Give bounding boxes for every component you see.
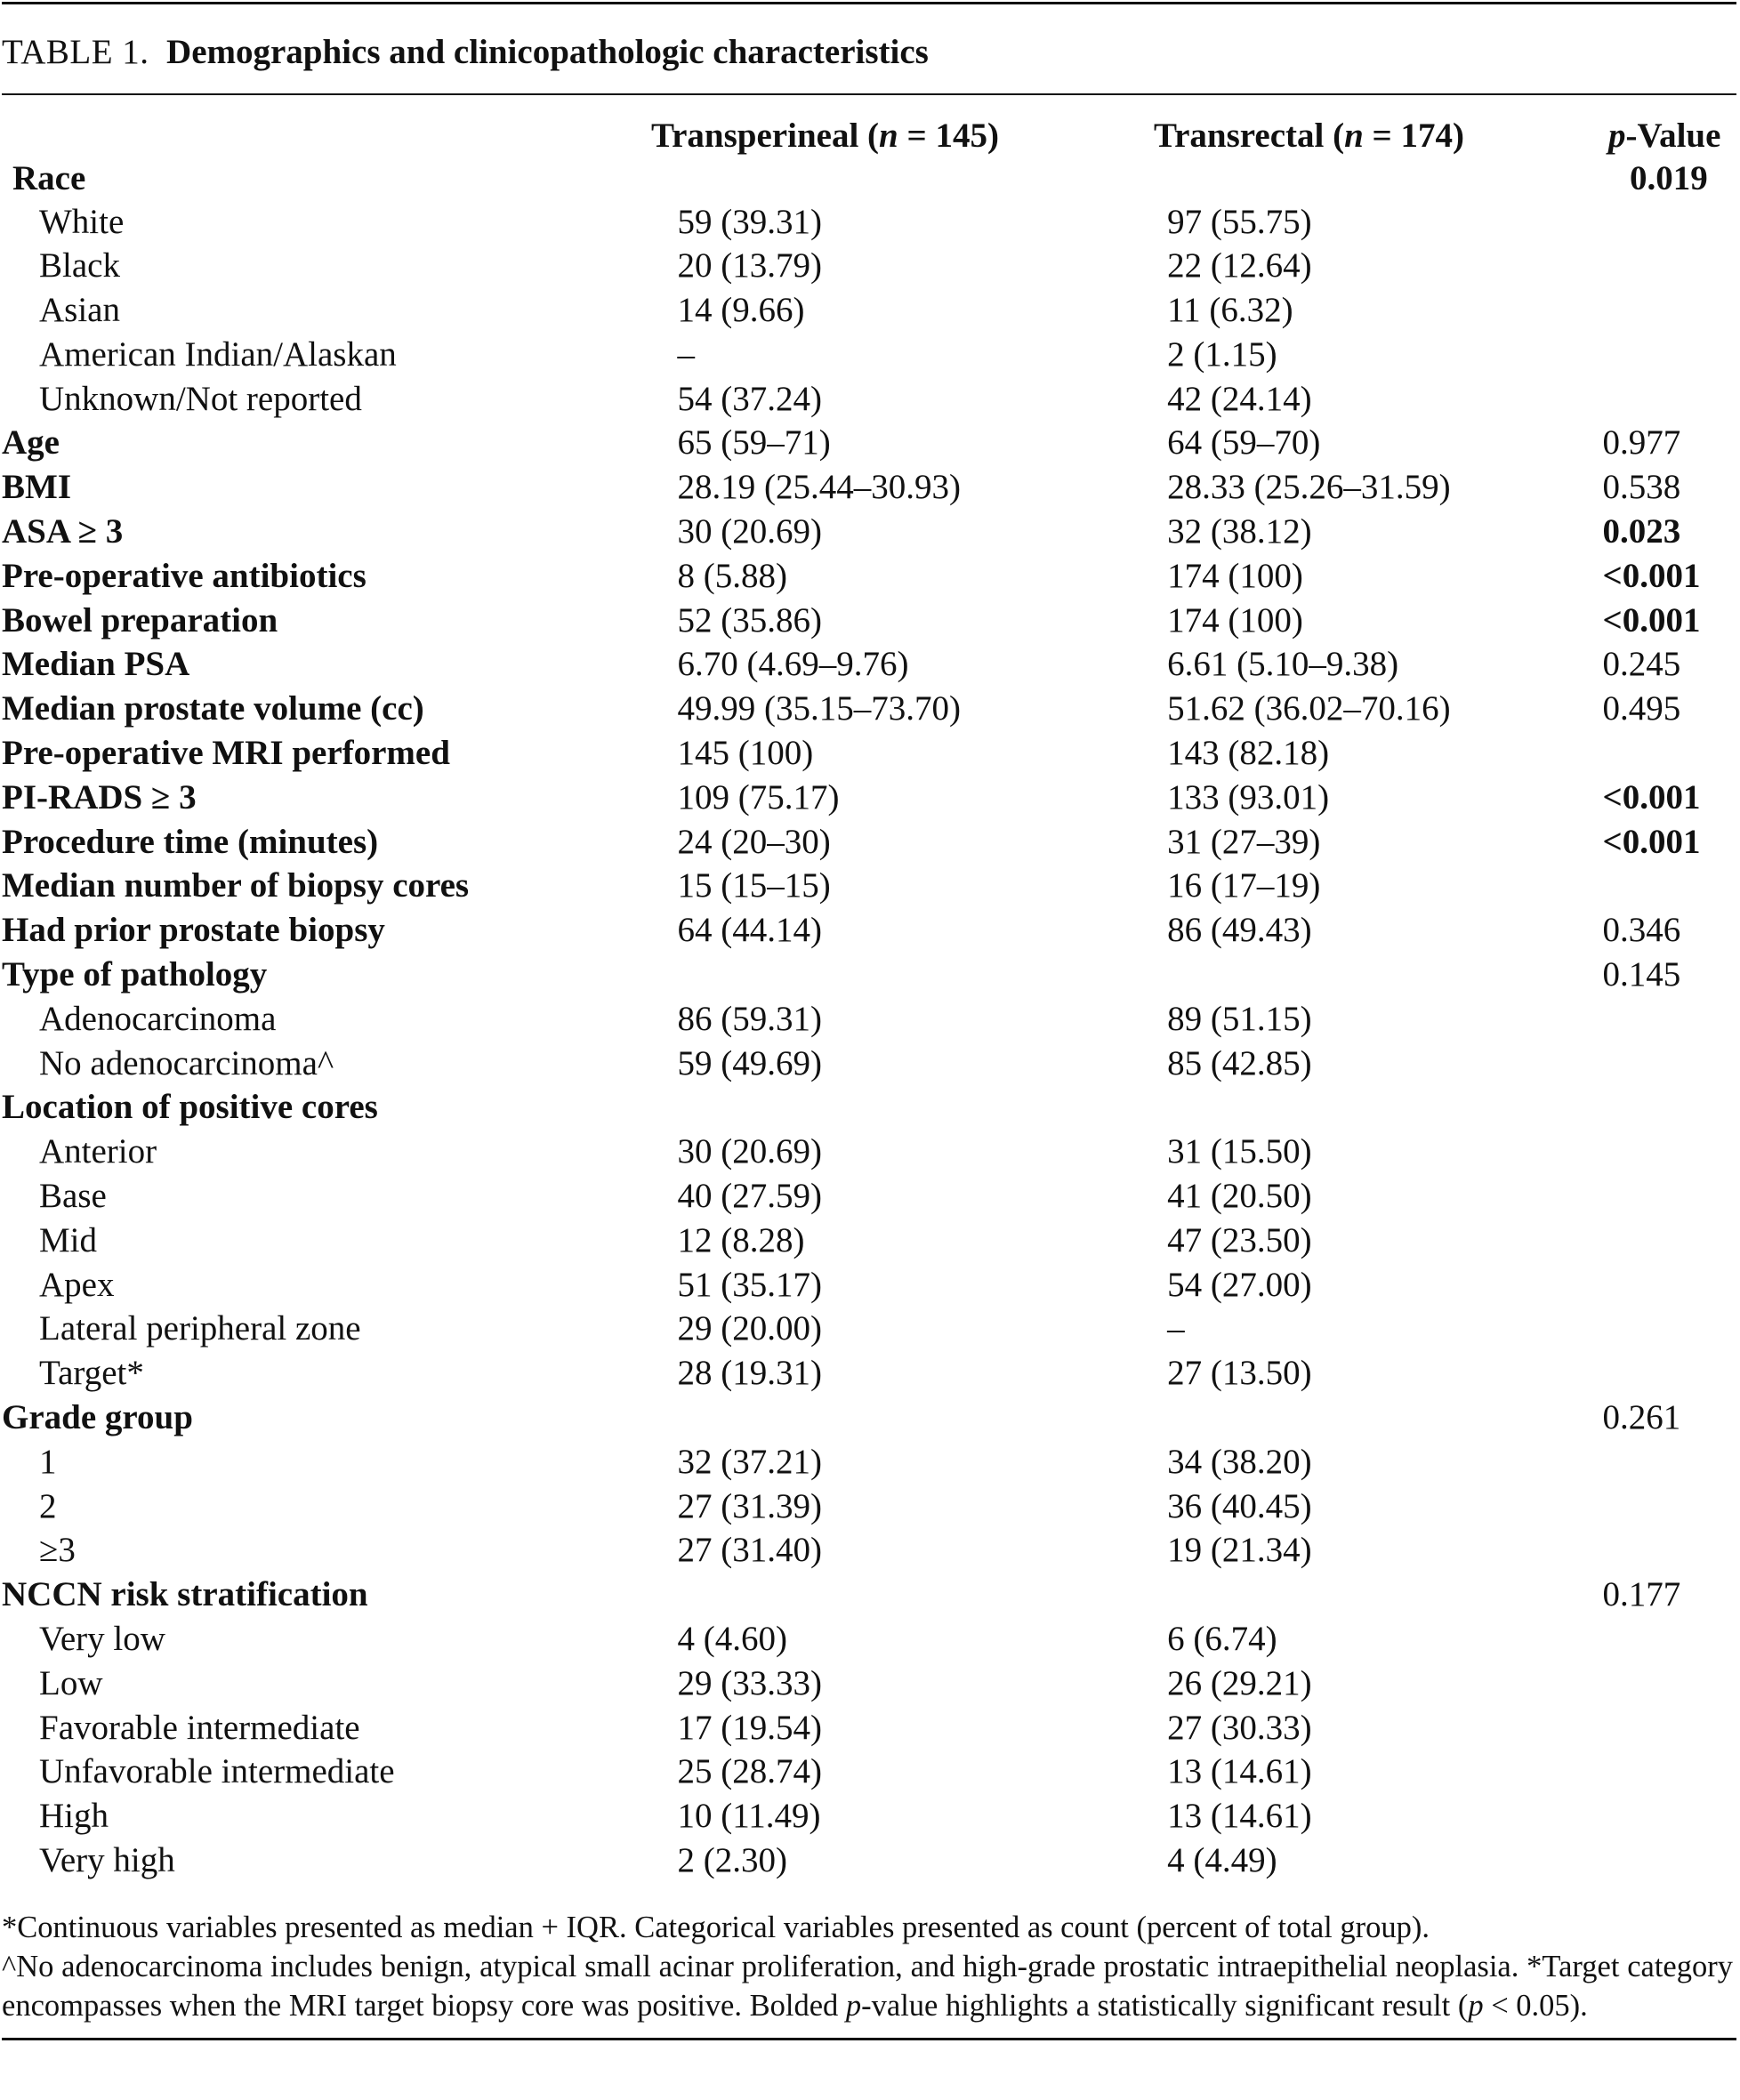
transperineal-value: 52 (35.86) [677,600,822,640]
p-value [1602,864,1736,908]
transperineal-value: 24 (20–30) [677,822,831,861]
transrectal-value: 174 (100) [1167,556,1303,595]
table-row [2,1706,1736,1750]
p-value [1602,1528,1736,1573]
transrectal-value: 42 (24.14) [1167,379,1312,418]
transperineal-value: 27 (31.39) [677,1486,822,1525]
table-row [2,1484,1736,1529]
row-label: Apex [39,1265,115,1304]
row-label: NCCN risk stratification [2,1575,368,1614]
transperineal-value: 30 (20.69) [677,512,822,551]
table-caption [2,4,1736,93]
table-row [2,1794,1736,1839]
row-label: Median number of biopsy cores [2,866,470,905]
transrectal-value [1167,953,1602,997]
transperineal-value: 49.99 (35.15–73.70) [677,689,961,728]
transperineal-value: 54 (37.24) [677,379,822,418]
transrectal-value: 97 (55.75) [1167,202,1312,241]
col-header-transrectal: Transrectal (n = 174) [1154,116,1465,155]
row-label: Had prior prostate biopsy [2,911,385,950]
table-row [2,1351,1736,1396]
p-value [1602,1706,1736,1750]
transperineal-value: 86 (59.31) [677,999,822,1038]
transperineal-value [677,953,1167,997]
p-value [1602,1042,1736,1086]
p-value [1602,333,1736,377]
transperineal-value: 64 (44.14) [677,911,822,950]
p-value: <0.001 [1602,822,1701,861]
transrectal-value: 32 (38.12) [1167,512,1312,551]
p-value [1602,1351,1736,1396]
table-row [2,1085,1736,1130]
table-row [2,1661,1736,1706]
row-label: 1 [39,1442,57,1481]
table-row [2,908,1736,953]
p-value [1602,1085,1736,1130]
p-value [1602,1794,1736,1839]
transperineal-value: 109 (75.17) [677,777,840,817]
table-row [2,1617,1736,1661]
p-value [1602,731,1736,776]
table-row [2,776,1736,820]
p-value [1602,1174,1736,1219]
transperineal-value: 27 (31.40) [677,1531,822,1570]
row-label: BMI [2,468,71,507]
table-row [2,997,1736,1042]
row-label: Lateral peripheral zone [39,1309,361,1348]
p-value: 0.977 [1602,423,1681,463]
p-value [1602,1130,1736,1174]
transperineal-value: 17 (19.54) [677,1708,822,1747]
row-label: Very low [39,1620,165,1658]
table-label: TABLE 1. [2,33,149,71]
row-label: Bowel preparation [2,600,278,640]
transperineal-value: – [677,334,695,374]
transrectal-value: 31 (27–39) [1167,822,1321,861]
transperineal-value: 6.70 (4.69–9.76) [677,645,909,684]
p-value: <0.001 [1602,556,1701,595]
row-label: Age [2,423,60,463]
race-pvalue: 0.019 [1630,158,1708,197]
p-value: 0.177 [1602,1575,1681,1614]
row-label: Grade group [2,1398,193,1437]
table-row [2,820,1736,865]
transperineal-value: 65 (59–71) [677,423,831,463]
transrectal-value: 51.62 (36.02–70.16) [1167,689,1451,728]
row-label: Base [39,1177,107,1216]
transrectal-value: 133 (93.01) [1167,777,1330,817]
table-row [2,687,1736,731]
transrectal-value: 34 (38.20) [1167,1442,1312,1481]
table-row [2,333,1736,377]
footnote-line-2: ^No adenocarcinoma includes benign, atypical small acinar proliferation, and high-grade prostatic intraepithelial neoplasia. *Target category encompasses when the MRI target biopsy core was positive. Bolded p-value highlights a statistically significant result (p < 0.05). [2,1949,1733,2023]
transrectal-value: 13 (14.61) [1167,1797,1312,1836]
row-label: Type of pathology [2,955,268,994]
row-label: Pre-operative MRI performed [2,734,450,773]
p-value [1602,288,1736,333]
table-footnote [2,1883,1736,2038]
row-label: ≥3 [39,1531,76,1570]
transperineal-value: 32 (37.21) [677,1442,822,1481]
transperineal-value: 28 (19.31) [677,1354,822,1393]
table-container [2,2,1736,2040]
transperineal-value: 145 (100) [677,734,814,773]
row-label: Adenocarcinoma [39,999,277,1038]
p-value [1602,244,1736,288]
row-label: Very high [39,1840,175,1879]
transrectal-value: 89 (51.15) [1167,999,1312,1038]
table-row [2,377,1736,422]
table-title: Demographics and clinicopathologic characteristics [166,33,929,71]
row-label: Low [39,1663,103,1702]
p-value: 0.538 [1602,468,1681,507]
table-row [2,1042,1736,1086]
row-label: High [39,1797,109,1836]
transperineal-value [677,1396,1167,1440]
transperineal-value: 12 (8.28) [677,1220,805,1259]
p-value: <0.001 [1602,777,1701,817]
transrectal-value: 6 (6.74) [1167,1620,1277,1658]
row-label: Pre-operative antibiotics [2,556,367,595]
table-row [2,510,1736,554]
col-header-transperineal: Transperineal (n = 145) [651,116,999,155]
transrectal-value: 174 (100) [1167,600,1303,640]
row-label: Asian [39,291,120,330]
transrectal-value: 28.33 (25.26–31.59) [1167,468,1451,507]
transrectal-value: 85 (42.85) [1167,1043,1312,1082]
p-value: 0.346 [1602,911,1681,950]
table-row [2,1839,1736,1883]
p-value [1602,1219,1736,1263]
transrectal-value: 26 (29.21) [1167,1663,1312,1702]
row-label: Median PSA [2,645,190,684]
transperineal-value: 59 (49.69) [677,1043,822,1082]
row-label: Location of positive cores [2,1088,378,1127]
row-label: Target* [39,1354,144,1393]
p-value [1602,1750,1736,1794]
transrectal-value: 27 (13.50) [1167,1354,1312,1393]
table-row [2,421,1736,465]
transrectal-value [1167,1085,1602,1130]
transrectal-value: 13 (14.61) [1167,1752,1312,1791]
transperineal-value [677,1573,1167,1617]
transrectal-value: 36 (40.45) [1167,1486,1312,1525]
transrectal-value: 31 (15.50) [1167,1132,1312,1171]
p-value [1602,997,1736,1042]
transrectal-value [1167,1396,1602,1440]
table-row [2,599,1736,643]
p-value [1602,1484,1736,1529]
column-header-row [2,95,1736,200]
transrectal-value [1167,1573,1602,1617]
footnote-line-1: *Continuous variables presented as median + IQR. Categorical variables presented as count (percent of total group). [2,1910,1430,1944]
table-row [2,465,1736,510]
transrectal-value: 4 (4.49) [1167,1840,1277,1879]
transperineal-value: 10 (11.49) [677,1797,821,1836]
table-row [2,1130,1736,1174]
row-label: White [39,202,125,241]
row-label: Anterior [39,1132,157,1171]
col-header-pvalue: p-Value [1608,116,1721,155]
table-row [2,1396,1736,1440]
p-value [1602,1440,1736,1484]
p-value: 0.023 [1602,512,1681,551]
transrectal-value: 47 (23.50) [1167,1220,1312,1259]
table-row [2,1440,1736,1484]
row-label: Procedure time (minutes) [2,822,379,861]
row-label: Black [39,246,120,286]
table-row [2,642,1736,687]
transrectal-value: 27 (30.33) [1167,1708,1312,1747]
transrectal-value: – [1167,1309,1185,1348]
transperineal-value [677,1085,1167,1130]
transperineal-value: 29 (33.33) [677,1663,822,1702]
row-label-race: Race [12,158,86,197]
transrectal-value: 41 (20.50) [1167,1177,1312,1216]
table-row [2,554,1736,599]
table-row [2,731,1736,776]
table-row [2,1528,1736,1573]
transperineal-value: 59 (39.31) [677,202,822,241]
transrectal-value: 6.61 (5.10–9.38) [1167,645,1399,684]
transperineal-value: 20 (13.79) [677,246,822,286]
transrectal-value: 22 (12.64) [1167,246,1312,286]
transperineal-value: 15 (15–15) [677,866,831,905]
transperineal-value: 40 (27.59) [677,1177,822,1216]
transperineal-value: 14 (9.66) [677,291,805,330]
p-value: 0.261 [1602,1398,1681,1437]
row-label: Unknown/Not reported [39,379,362,418]
row-label: Mid [39,1220,98,1259]
transrectal-value: 11 (6.32) [1167,291,1293,330]
transrectal-value: 16 (17–19) [1167,866,1321,905]
p-value [1602,1839,1736,1883]
table-row [2,1573,1736,1617]
p-value: <0.001 [1602,600,1701,640]
bottom-rule [2,2038,1736,2040]
table-row [2,953,1736,997]
transrectal-value: 54 (27.00) [1167,1265,1312,1304]
p-value [1602,1617,1736,1661]
row-label: 2 [39,1486,57,1525]
table-row [2,244,1736,288]
transrectal-value: 2 (1.15) [1167,334,1277,374]
transrectal-value: 19 (21.34) [1167,1531,1312,1570]
table-row [2,1750,1736,1794]
row-label: American Indian/Alaskan [39,334,397,374]
p-value [1602,1661,1736,1706]
row-label: Median prostate volume (cc) [2,689,424,728]
transperineal-value: 29 (20.00) [677,1309,822,1348]
row-label: PI-RADS ≥ 3 [2,777,197,817]
transrectal-value: 64 (59–70) [1167,423,1321,463]
transperineal-value: 51 (35.17) [677,1265,822,1304]
data-table [2,200,1736,1883]
p-value: 0.245 [1602,645,1681,684]
p-value [1602,200,1736,245]
table-row [2,1219,1736,1263]
row-label: No adenocarcinoma^ [39,1043,334,1082]
table-row [2,864,1736,908]
transperineal-value: 8 (5.88) [677,556,787,595]
table-row [2,1307,1736,1351]
row-label: ASA ≥ 3 [2,512,124,551]
table-row [2,200,1736,245]
transperineal-value: 25 (28.74) [677,1752,822,1791]
transrectal-value: 86 (49.43) [1167,911,1312,950]
p-value [1602,1263,1736,1307]
transperineal-value: 2 (2.30) [677,1840,787,1879]
transperineal-value: 4 (4.60) [677,1620,787,1658]
table-row [2,1263,1736,1307]
p-value: 0.495 [1602,689,1681,728]
transperineal-value: 30 (20.69) [677,1132,822,1171]
transperineal-value: 28.19 (25.44–30.93) [677,468,961,507]
table-row [2,288,1736,333]
transrectal-value: 143 (82.18) [1167,734,1330,773]
p-value [1602,377,1736,422]
p-value [1602,1307,1736,1351]
row-label: Unfavorable intermediate [39,1752,395,1791]
p-value: 0.145 [1602,955,1681,994]
table-row [2,1174,1736,1219]
row-label: Favorable intermediate [39,1708,360,1747]
